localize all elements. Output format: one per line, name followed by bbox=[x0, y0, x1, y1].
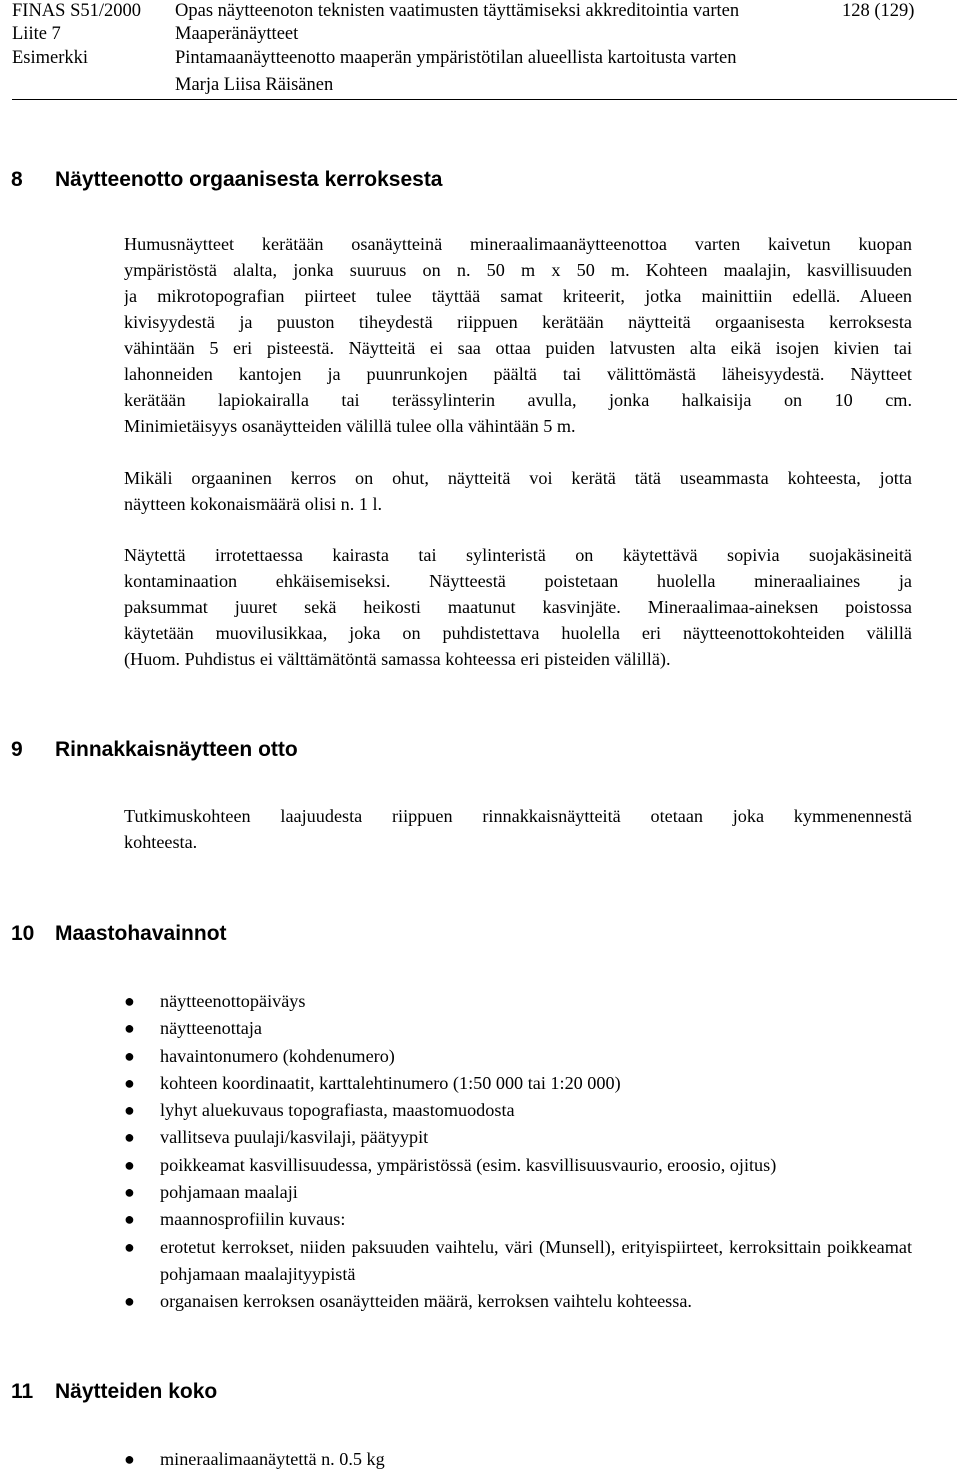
list-item-text: maannosprofiilin kuvaus: bbox=[160, 1209, 346, 1230]
text-line: ja mikrotopografian piirteet tulee täyttää samat kriteerit, jotka mainittiin edellä. Alueen bbox=[124, 286, 912, 306]
header-text: Pintamaanäytteenotto maaperän ympäristötilan alueellista kartoitusta varten bbox=[175, 48, 737, 68]
bullet-icon: ● bbox=[124, 1154, 135, 1175]
section-number: 8 bbox=[11, 168, 23, 191]
bullet-icon: ● bbox=[124, 1018, 135, 1039]
text-line: Humusnäytteet kerätään osanäytteinä mineraalimaanäytteenottoa varten kaivetun kuopan bbox=[124, 234, 912, 254]
text-line: käytetään muovilusikkaa, joka on puhdistettava huolella eri näytteenottokohteiden välillä bbox=[124, 623, 912, 643]
list-item-text: näytteenottaja bbox=[160, 1018, 263, 1039]
bullet-icon: ● bbox=[124, 1236, 135, 1257]
list-item-text: vallitseva puulaji/kasvilaji, päätyypit bbox=[160, 1127, 429, 1148]
section-heading bbox=[11, 921, 227, 947]
list-item-text: lyhyt aluekuvaus topografiasta, maastomuodosta bbox=[160, 1100, 515, 1121]
text-line: ympäristöstä alalta, jonka suuruus on n. 50 m x 50 m. Kohteen maalajin, kasvillisuuden bbox=[124, 260, 912, 280]
page-number: 128 (129) bbox=[842, 1, 915, 21]
bullet-icon: ● bbox=[124, 1127, 135, 1148]
list-item-text: organaisen kerroksen osanäytteiden määrä, kerroksen vaihtelu kohteessa. bbox=[160, 1291, 692, 1312]
list-item bbox=[124, 1179, 912, 1206]
text-line: vähintään 5 eri pisteestä. Näytteitä ei saa ottaa puiden latvusten alta eikä isojen kivien tai bbox=[124, 338, 912, 358]
bullet-icon: ● bbox=[124, 991, 135, 1011]
list-item bbox=[124, 1288, 912, 1315]
text-line: näytteen kokonaismäärä olisi n. 1 l. bbox=[124, 494, 383, 514]
header-label: FINAS S51/2000 bbox=[12, 1, 142, 21]
section-heading bbox=[11, 167, 443, 193]
header-label: Esimerkki bbox=[12, 48, 89, 68]
text-line: Tutkimuskohteen laajuudesta riippuen rinnakkaisnäytteitä otetaan joka kymmenennestä bbox=[124, 806, 912, 826]
list-item-text: mineraalimaanäytettä n. 0.5 kg bbox=[160, 1449, 385, 1469]
section-title: Rinnakkaisnäytteen otto bbox=[55, 738, 298, 761]
header-label: Liite 7 bbox=[12, 24, 61, 44]
bullet-icon: ● bbox=[124, 1045, 135, 1066]
list-item-text: pohjamaan maalaji bbox=[160, 1182, 298, 1203]
text-line: Minimietäisyys osanäytteiden välillä tulee olla vähintään 5 m. bbox=[124, 416, 576, 436]
text-line: lahonneiden kantojen ja puunrunkojen päältä tai välittömästä läheisyydestä. Näytteet bbox=[124, 364, 912, 384]
section-number: 9 bbox=[11, 738, 23, 761]
paragraph bbox=[124, 542, 912, 672]
text-line: kohteesta. bbox=[124, 832, 198, 852]
header-text: Marja Liisa Räisänen bbox=[175, 75, 334, 95]
header-text: Opas näytteenoton teknisten vaatimusten täyttämiseksi akkreditointia varten bbox=[175, 1, 740, 21]
text-line: Näytettä irrotettaessa kairasta tai sylinteristä on käytettävä sopivia suojakäsineitä bbox=[124, 545, 912, 565]
section-title: Maastohavainnot bbox=[55, 922, 227, 945]
list-item-text: erotetut kerrokset, niiden paksuuden vaihtelu, väri (Munsell), erityispiirteet, kerroksittain poikkeamat pohjamaan maalajityypistä bbox=[160, 1236, 912, 1284]
paragraph bbox=[124, 231, 912, 439]
header-text: Maaperänäytteet bbox=[175, 24, 299, 44]
text-line: kontaminaation ehkäisemiseksi. Näytteestä poistetaan huolella mineraaliaines ja bbox=[124, 571, 912, 591]
text-line: (Huom. Puhdistus ei välttämätöntä samassa kohteessa eri pisteiden välillä). bbox=[124, 649, 671, 669]
section-heading bbox=[11, 737, 298, 763]
list-item bbox=[124, 1234, 912, 1289]
bullet-icon: ● bbox=[124, 1182, 135, 1203]
list-item-text: näytteenottopäiväys bbox=[160, 991, 306, 1011]
list-item bbox=[124, 1043, 912, 1070]
section-title: Näytteenotto orgaanisesta kerroksesta bbox=[55, 168, 443, 191]
section-title: Näytteiden koko bbox=[55, 1380, 218, 1403]
bullet-icon: ● bbox=[124, 1100, 135, 1121]
bullet-icon: ● bbox=[124, 1209, 135, 1230]
section-heading bbox=[11, 1379, 217, 1405]
observation-list bbox=[124, 988, 912, 1316]
list-item bbox=[124, 1015, 912, 1042]
list-item bbox=[124, 1070, 912, 1097]
list-item bbox=[124, 1152, 912, 1179]
bullet-icon: ● bbox=[124, 1291, 135, 1312]
list-item-text: kohteen koordinaatit, karttalehtinumero (1:50 000 tai 1:20 000) bbox=[160, 1072, 621, 1093]
sample-size-list bbox=[124, 1446, 912, 1473]
bullet-icon: ● bbox=[124, 1449, 135, 1469]
page-header bbox=[12, 0, 957, 100]
list-item bbox=[124, 1124, 912, 1151]
list-item bbox=[124, 1097, 912, 1124]
list-item bbox=[124, 1446, 912, 1473]
text-line: kivisyydestä ja puuston tiheydestä riippuen kerätään näytteitä orgaanisesta kerroksesta bbox=[124, 312, 912, 332]
text-line: Mikäli orgaaninen kerros on ohut, näytteitä voi kerätä tätä useammasta kohteesta, jotta bbox=[124, 468, 912, 488]
text-line: kerätään lapiokairalla tai terässylinterin avulla, jonka halkaisija on 10 cm. bbox=[124, 390, 912, 410]
bullet-icon: ● bbox=[124, 1072, 135, 1093]
text-line: paksummat juuret sekä heikosti maatunut kasvinjäte. Mineraalimaa-aineksen poistossa bbox=[124, 597, 912, 617]
paragraph bbox=[124, 803, 912, 855]
section-number: 10 bbox=[11, 922, 35, 945]
paragraph bbox=[124, 465, 912, 517]
list-item-text: havaintonumero (kohdenumero) bbox=[160, 1045, 395, 1066]
section-number: 11 bbox=[11, 1380, 34, 1403]
list-item bbox=[124, 1206, 912, 1233]
list-item-text: poikkeamat kasvillisuudessa, ympäristössä (esim. kasvillisuusvaurio, eroosio, ojitus) bbox=[160, 1154, 777, 1175]
list-item bbox=[124, 988, 912, 1015]
